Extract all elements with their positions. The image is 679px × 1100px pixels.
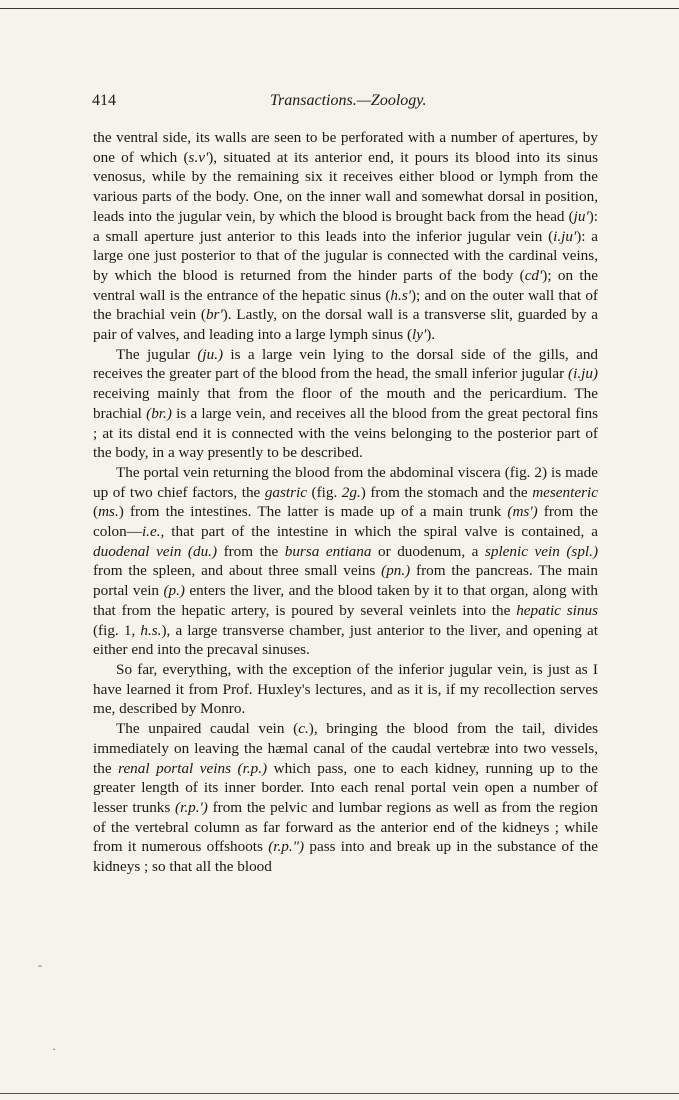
text-run: gastric bbox=[264, 483, 308, 501]
text-run: ) from the intestines. The latter is made up of a main trunk bbox=[118, 503, 508, 521]
text-run: So far, everything, with the exception of the inferior jugular vein, is just as I have learned it from Prof. Huxley's lectures, and as it is, if my recollection serves me, described by Monro. bbox=[93, 660, 598, 718]
text-run: (fig. 1, bbox=[93, 621, 141, 639]
text-run: the ventral side, its walls are seen to be perforated with a number of apertures, by one of which ( bbox=[93, 129, 598, 166]
text-run: h.s. bbox=[140, 621, 162, 639]
paragraph-1 bbox=[93, 128, 598, 345]
text-run: enters the liver, and the blood taken by it to that organ, along with that from the hepatic artery, is poured by several veinlets into the bbox=[93, 582, 598, 619]
running-header bbox=[92, 92, 599, 116]
text-run: h.s' bbox=[390, 286, 411, 304]
text-run: 2g. bbox=[341, 483, 361, 501]
text-run: ly' bbox=[412, 326, 427, 344]
text-run: renal portal veins bbox=[118, 759, 231, 777]
text-run: The unpaired caudal vein ( bbox=[116, 720, 299, 738]
text-run: i.e., bbox=[141, 523, 165, 541]
paragraph-3 bbox=[93, 463, 598, 660]
page-number: 414 bbox=[92, 92, 116, 109]
text-run: The jugular bbox=[116, 345, 198, 363]
running-title: Transactions.—Zoology. bbox=[270, 92, 427, 109]
text-run: (r.p.") bbox=[268, 838, 305, 856]
text-run: from the pelvic and lumbar regions as well as from the region of the vertebral column as far forward as the anterior end of the kidneys ; while from it numerous offshoots bbox=[93, 798, 598, 856]
text-run: c. bbox=[298, 720, 309, 738]
text-run: br' bbox=[205, 306, 223, 324]
text-run: mesenteric bbox=[532, 483, 598, 501]
text-run: ju' bbox=[573, 207, 589, 225]
text-run: pass into and break up in the substance of the kidneys ; so that all the blood bbox=[93, 838, 598, 876]
text-run: (r.p.') bbox=[175, 798, 208, 816]
text-run: (fig. bbox=[307, 483, 342, 501]
text-run: ), a large transverse chamber, just anterior to the liver, and opening at either end into the precaval sinuses. bbox=[93, 621, 598, 659]
text-run: which pass, one to each kidney, running up to the greater length of its inner border. Into each renal portal vein open a number of lesser trunks bbox=[93, 759, 598, 816]
text-run: bursa entiana bbox=[284, 542, 372, 560]
text-run: ); and on the outer wall that of the brachial vein ( bbox=[93, 286, 598, 324]
text-run: hepatic sinus bbox=[516, 601, 598, 619]
text-run: i.ju' bbox=[553, 227, 577, 245]
text-run: ( bbox=[93, 503, 99, 521]
text-run: ), situated at its anterior end, it pours its blood into its sinus venosus, while by the remaining six it receives either blood or lymph from the various parts of the body. One, on the inner wall and somewhat dorsal in position, leads into the jugular vein, by which the blood is brought back from the head ( bbox=[93, 148, 598, 225]
paragraph-4 bbox=[93, 660, 598, 719]
text-run: is a large vein, and receives all the blood from the great pectoral fins ; at its distal end it is connected with the veins belonging to the posterior part of the body, in a way presently to be described. bbox=[93, 404, 598, 462]
paragraph-2 bbox=[93, 345, 598, 463]
margin-dot: · bbox=[52, 1042, 56, 1056]
text-run: s.v' bbox=[188, 148, 209, 166]
text-run: ms. bbox=[98, 503, 119, 521]
text-run: or duodenum, a bbox=[371, 542, 485, 560]
text-run: duodenal vein (du.) bbox=[93, 542, 218, 560]
text-run: receiving mainly that from the floor of the mouth and the pericardium. The brachial bbox=[93, 385, 598, 422]
text-run: that part of the intestine in which the spiral valve is contained, a bbox=[164, 523, 598, 541]
text-run: splenic vein (spl.) bbox=[484, 542, 598, 560]
top-border-rule bbox=[0, 8, 679, 9]
text-run: ); on the ventral wall is the entrance of the hepatic sinus ( bbox=[93, 266, 598, 304]
text-run: (r.p.) bbox=[237, 759, 268, 777]
margin-mark: - bbox=[38, 958, 42, 972]
text-run: (br.) bbox=[146, 404, 172, 422]
text-run: (ju.) bbox=[197, 345, 224, 363]
text-run: from the pancreas. The main portal vein bbox=[93, 562, 598, 600]
text-run: ): a large one just posterior to that of the jugular is connected with the cardinal veins, by which the blood is returned from the hinder parts of the body ( bbox=[93, 227, 598, 284]
paragraph-5 bbox=[93, 719, 598, 877]
text-run: cd' bbox=[524, 266, 543, 284]
text-run: is a large vein lying to the dorsal side of the gills, and receives the greater part of the blood from the head, the small inferior jugular bbox=[93, 345, 599, 383]
text-run: (p.) bbox=[163, 582, 185, 600]
text-run: from the bbox=[217, 542, 285, 560]
body-text bbox=[93, 128, 598, 877]
text-run: (ms') bbox=[507, 503, 538, 521]
text-run: ), bringing the blood from the tail, divides immediately on leaving the hæmal canal of the caudal vertebræ into two vessels, the bbox=[93, 720, 598, 777]
text-run: The portal vein returning the blood from the abdominal viscera (fig. 2) is made up of two chief factors, the bbox=[93, 463, 598, 501]
text-run: from the spleen, and about three small veins bbox=[93, 562, 382, 580]
text-run: (pn.) bbox=[381, 562, 411, 580]
text-run: ). Lastly, on the dorsal wall is a transverse slit, guarded by a pair of valves, and leading into a large lymph sinus ( bbox=[93, 306, 599, 344]
text-run: ). bbox=[426, 326, 436, 344]
text-run: from the colon— bbox=[93, 503, 599, 541]
text-run: ): a small aperture just anterior to this leads into the inferior jugular vein ( bbox=[93, 207, 598, 245]
text-run: (i.ju) bbox=[568, 365, 598, 383]
text-run: ) from the stomach and the bbox=[360, 483, 533, 501]
bottom-border-rule bbox=[0, 1093, 679, 1094]
